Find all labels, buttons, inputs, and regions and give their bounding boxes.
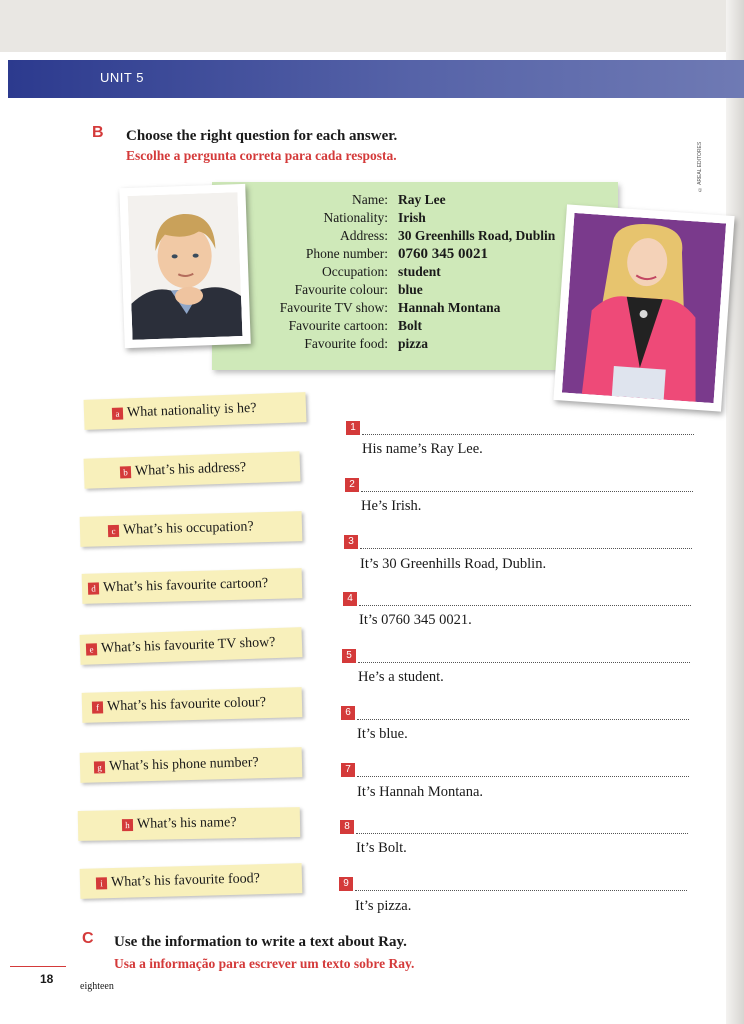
question-letter-badge: g <box>94 761 105 773</box>
publisher-credit: © AREAL EDITORES <box>697 141 703 192</box>
answer-number: 9 <box>339 877 353 891</box>
profile-value: student <box>398 264 441 279</box>
girl-photo <box>553 204 734 411</box>
question-d[interactable] <box>82 568 303 604</box>
page-number-word: eighteen <box>80 981 114 992</box>
profile-row-nationality <box>212 210 618 228</box>
answer-text: It’s 30 Greenhills Road, Dublin. <box>360 556 547 572</box>
page-edge-shadow <box>726 0 744 1024</box>
scan-top-margin <box>0 0 744 52</box>
question-letter-badge: d <box>88 582 99 594</box>
profile-key: Favourite TV show: <box>279 300 388 315</box>
profile-key: Name: <box>352 192 388 207</box>
question-g[interactable] <box>80 747 303 783</box>
question-letter-badge: a <box>112 408 123 420</box>
question-text: What’s his phone number? <box>108 755 259 775</box>
question-letter-badge: f <box>92 701 103 713</box>
profile-key: Favourite cartoon: <box>288 318 388 333</box>
answer-blank-7[interactable] <box>357 776 689 777</box>
boy-photo <box>119 184 251 348</box>
question-text: What’s his favourite TV show? <box>100 635 276 657</box>
profile-row-address <box>212 228 618 246</box>
profile-value: 30 Greenhills Road, Dublin <box>398 228 556 243</box>
section-c-letter: C <box>82 930 94 947</box>
question-text: What’s his favourite colour? <box>106 695 267 715</box>
profile-row-tv-show <box>212 300 618 318</box>
answer-text: He’s Irish. <box>361 498 422 514</box>
section-c-instruction-translation: Usa a informação para escrever um texto sobre Ray. <box>114 956 415 971</box>
boy-photo-image <box>128 192 243 340</box>
page-number-rule <box>10 966 66 967</box>
profile-key: Occupation: <box>322 264 388 279</box>
answer-number: 7 <box>341 763 355 777</box>
section-c-instruction: Use the information to write a text about Ray. <box>114 934 407 950</box>
profile-value: Ray Lee <box>398 192 446 207</box>
answer-number: 6 <box>341 706 355 720</box>
answer-blank-9[interactable] <box>355 890 687 891</box>
question-c[interactable] <box>80 511 303 547</box>
question-i[interactable] <box>80 863 303 899</box>
answer-blank-6[interactable] <box>357 719 689 720</box>
profile-value: Bolt <box>398 318 423 333</box>
profile-row-colour <box>212 282 618 300</box>
section-b-instruction-translation: Escolhe a pergunta correta para cada resposta. <box>126 148 397 163</box>
question-letter-badge: i <box>96 877 107 889</box>
answer-number: 3 <box>344 535 358 549</box>
profile-row-name <box>212 192 618 210</box>
question-text: What’s his name? <box>136 815 237 832</box>
answer-text: It’s blue. <box>357 726 408 742</box>
question-f[interactable] <box>82 687 303 723</box>
section-b-letter: B <box>92 124 104 141</box>
question-text: What’s his favourite food? <box>110 871 261 891</box>
profile-row-occupation <box>212 264 618 282</box>
profile-value: Hannah Montana <box>398 300 501 315</box>
answer-number: 8 <box>340 820 354 834</box>
question-e[interactable] <box>80 627 303 665</box>
profile-key: Favourite food: <box>304 336 388 351</box>
profile-key: Nationality: <box>323 210 388 225</box>
question-text: What’s his address? <box>134 460 247 479</box>
question-letter-badge: b <box>120 466 131 478</box>
answer-blank-5[interactable] <box>358 662 690 663</box>
question-text: What’s his favourite cartoon? <box>102 576 269 596</box>
answer-text: It’s Hannah Montana. <box>357 784 484 800</box>
question-letter-badge: e <box>86 643 97 655</box>
question-text: What nationality is he? <box>126 400 257 421</box>
girl-photo-image <box>562 213 726 403</box>
page-number: 18 <box>40 972 54 986</box>
profile-key: Address: <box>340 228 388 243</box>
answer-blank-3[interactable] <box>360 548 692 549</box>
profile-value: blue <box>398 282 423 297</box>
profile-value: pizza <box>398 336 428 351</box>
answer-text: It’s 0760 345 0021. <box>359 612 472 628</box>
answer-blank-2[interactable] <box>361 491 693 492</box>
answer-text: It’s Bolt. <box>356 840 407 856</box>
answer-number: 2 <box>345 478 359 492</box>
question-text: What’s his occupation? <box>122 519 254 538</box>
answer-blank-1[interactable] <box>362 434 694 435</box>
question-a[interactable] <box>84 392 307 430</box>
answer-text: He’s a student. <box>358 669 444 685</box>
question-h[interactable] <box>78 807 300 841</box>
answer-number: 4 <box>343 592 357 606</box>
answer-text: It’s pizza. <box>355 898 412 914</box>
answer-blank-4[interactable] <box>359 605 691 606</box>
section-b-instruction: Choose the right question for each answer. <box>126 128 398 144</box>
profile-key: Phone number: <box>305 246 388 261</box>
unit-label: UNIT 5 <box>100 70 144 85</box>
profile-value: Irish <box>398 210 426 225</box>
profile-value: 0760 345 0021 <box>398 246 488 262</box>
unit-banner <box>8 60 744 98</box>
question-b[interactable] <box>84 451 301 489</box>
answer-number: 5 <box>342 649 356 663</box>
profile-key: Favourite colour: <box>294 282 388 297</box>
answer-text: His name’s Ray Lee. <box>362 441 483 457</box>
question-letter-badge: c <box>108 525 119 537</box>
answer-number: 1 <box>346 421 360 435</box>
profile-row-phone <box>212 246 618 264</box>
answer-blank-8[interactable] <box>356 833 688 834</box>
question-letter-badge: h <box>122 819 133 831</box>
